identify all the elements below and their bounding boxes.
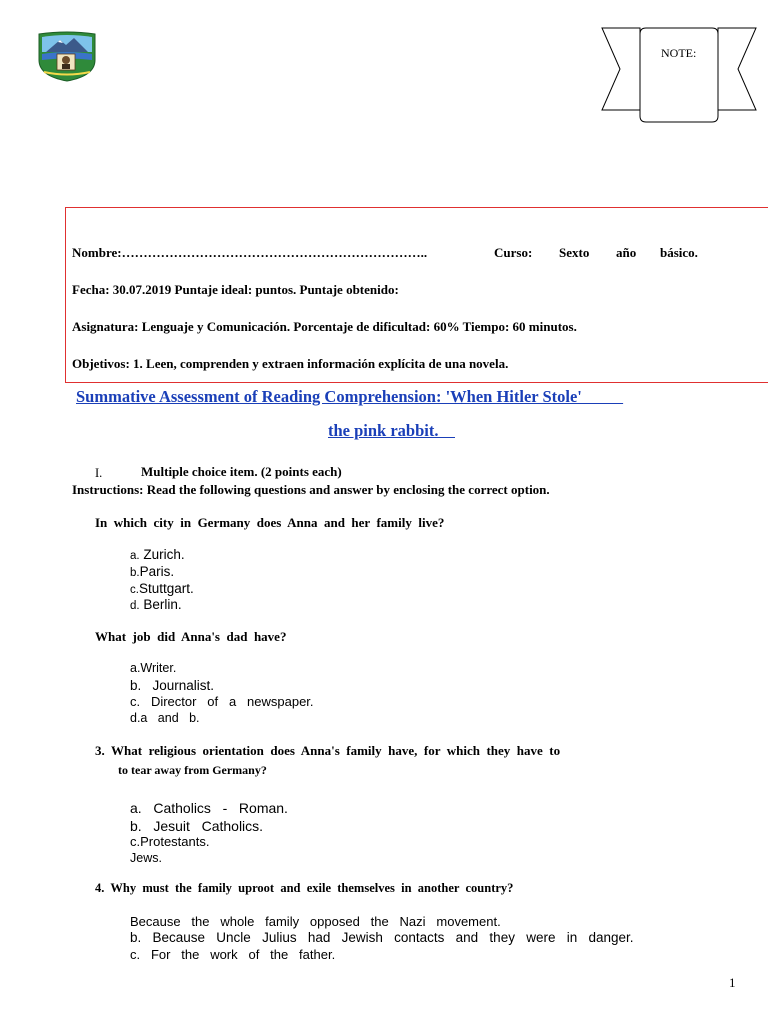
q2-option-a[interactable]: a.Writer.	[130, 661, 177, 675]
q3-option-d[interactable]: Jews.	[130, 851, 162, 865]
course-value-sexto: Sexto	[559, 245, 590, 260]
q1-option-d[interactable]	[130, 597, 182, 612]
course-value-basico: básico.	[660, 245, 698, 260]
q3-option-a[interactable]: a. Catholics - Roman.	[130, 800, 288, 816]
page-number: 1	[729, 975, 736, 990]
date-line: Fecha: 30.07.2019 Puntaje ideal: puntos. Puntaje obtenido:	[72, 282, 399, 297]
assessment-title-line-2: the pink rabbit.	[328, 421, 455, 440]
question-3-text-cont: to tear away from Germany?	[118, 763, 267, 777]
instructions: Instructions: Read the following questions and answer by enclosing the correct option.	[72, 482, 550, 497]
question-2-text: What job did Anna's dad have?	[95, 629, 287, 644]
option-letter: a.	[130, 550, 140, 562]
school-logo	[36, 30, 98, 82]
note-label: NOTE:	[661, 46, 697, 60]
section-numeral: I.	[95, 466, 103, 480]
objectives-line: Objetivos: 1. Leen, comprenden y extraen información explícita de una novela.	[72, 356, 509, 371]
q3-option-c[interactable]: c.Protestants.	[130, 834, 210, 849]
question-1-text: In which city in Germany does Anna and her family live?	[95, 515, 445, 530]
option-text: Zurich.	[139, 547, 185, 562]
course-value-ano: año	[616, 245, 637, 260]
q4-option-c[interactable]: c. For the work of the father.	[130, 947, 336, 962]
q2-option-c[interactable]: c. Director of a newspaper.	[130, 694, 314, 709]
option-letter: d.	[130, 600, 140, 612]
option-letter: b.	[130, 567, 140, 579]
option-text: Paris.	[139, 564, 175, 579]
q4-option-a[interactable]: Because the whole family opposed the Nazi movement.	[130, 914, 501, 929]
section-heading: Multiple choice item. (2 points each)	[141, 464, 342, 479]
option-letter: c.	[130, 584, 139, 596]
q4-option-b[interactable]: b. Because Uncle Julius had Jewish contacts and they were in danger.	[130, 930, 634, 945]
assessment-title-line-1: Summative Assessment of Reading Comprehension: 'When Hitler Stole'	[76, 387, 624, 406]
q2-option-d[interactable]: d.a and b.	[130, 711, 200, 725]
option-text: Stuttgart.	[138, 581, 194, 596]
q1-option-c[interactable]	[130, 581, 194, 596]
q2-option-b[interactable]: b. Journalist.	[130, 678, 215, 693]
name-field[interactable]: Nombre:……………………………………………………………..	[72, 245, 428, 260]
subject-line: Asignatura: Lenguaje y Comunicación. Porcentaje de dificultad: 60% Tiempo: 60 minutos.	[72, 319, 577, 334]
question-4-text: 4. Why must the family uproot and exile themselves in another country?	[95, 881, 514, 895]
q1-option-a[interactable]	[130, 547, 185, 562]
course-label: Curso:	[494, 245, 533, 260]
option-text: Berlin.	[139, 597, 182, 612]
q1-option-b[interactable]	[130, 564, 174, 579]
grade-note-scroll	[600, 26, 758, 124]
q3-option-b[interactable]: b. Jesuit Catholics.	[130, 818, 264, 834]
question-3-text: 3. What religious orientation does Anna's family have, for which they have to	[95, 743, 561, 758]
